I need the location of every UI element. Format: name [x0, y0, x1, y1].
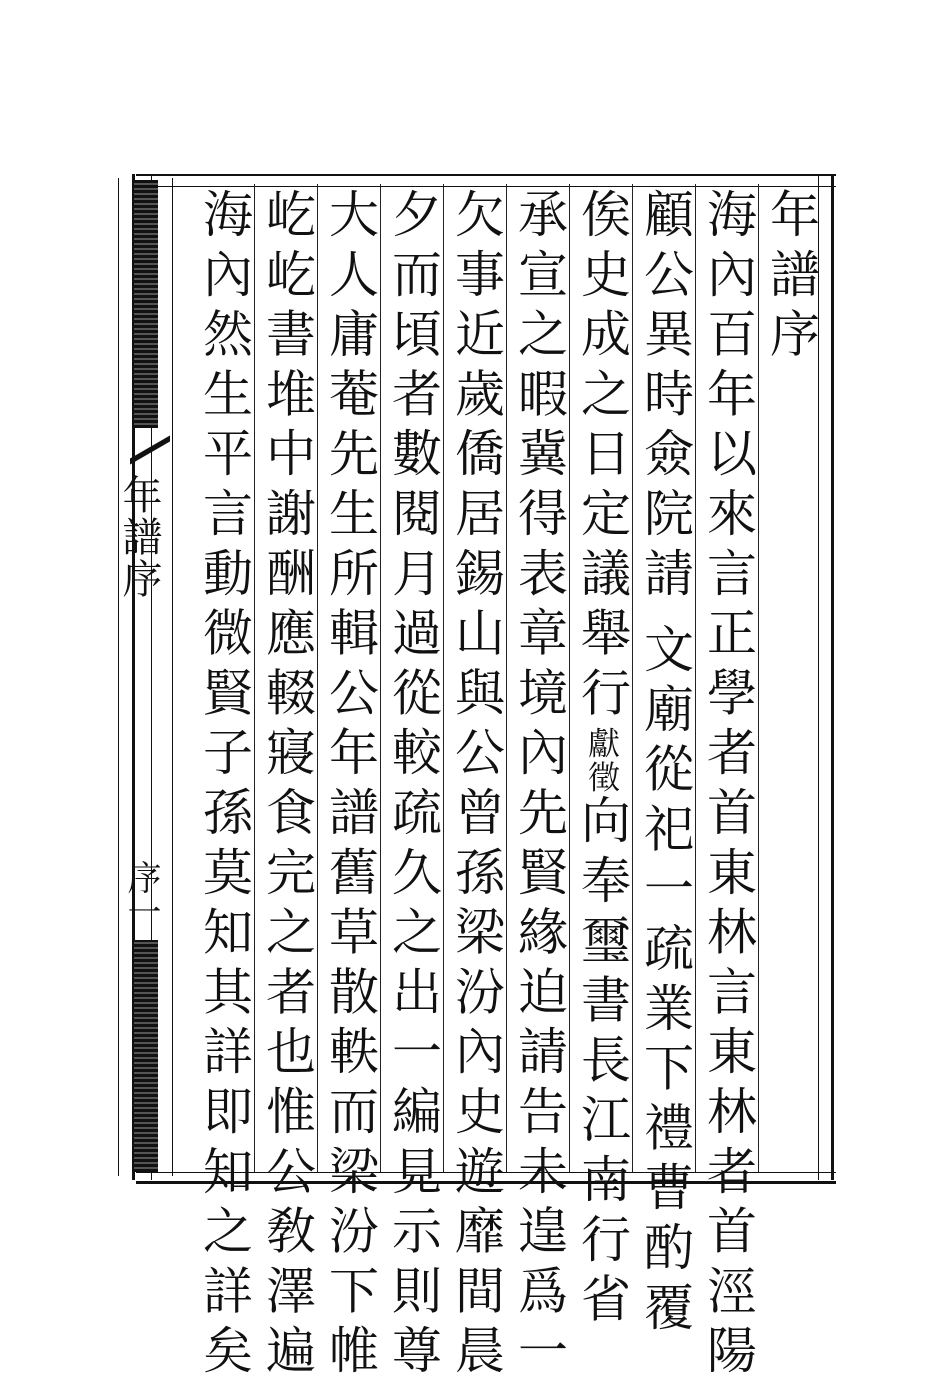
column-segment: 欠事近歲僑居錫山與公曾孫梁汾內史遊靡間晨 — [447, 188, 505, 1384]
column-segment: 顧公異時僉院請 — [636, 188, 694, 607]
text-column — [382, 188, 444, 1384]
column-segment: 年譜序 — [762, 188, 820, 368]
fish-tail-mark — [130, 428, 170, 472]
text-column — [508, 188, 570, 1384]
column-segment: 海內然生平言動微賢子孫莫知其詳即知之詳矣 — [195, 188, 253, 1384]
text-column — [256, 188, 318, 1384]
text-column — [193, 188, 255, 1384]
text-column — [571, 188, 633, 1333]
column-segment: 向奉璽書長江南行省 — [573, 794, 631, 1333]
text-column — [634, 188, 696, 1341]
text-column-heading — [760, 188, 822, 1170]
text-column — [445, 188, 507, 1384]
fold-strip-black-mouth — [134, 180, 158, 428]
text-column — [697, 188, 759, 1384]
fold-strip-black-mouth — [134, 940, 158, 1172]
frame-top-border — [136, 174, 836, 187]
fold-strip-line — [118, 178, 119, 1176]
column-segment: 屹屹書堆中謝酬應輟寢食完之者也惟公敎澤遍 — [258, 188, 316, 1384]
column-segment: 海內百年以來言正學者首東林言東林者首涇陽 — [699, 188, 757, 1384]
column-segment: 承宣之暇冀得表章境內先賢緣迫請告未遑爲一 — [510, 188, 568, 1384]
column-segment-small: 獻徵 — [583, 726, 621, 795]
column-segment: 大人庸菴先生所輯公年譜舊草散軼而梁汾下帷 — [321, 188, 379, 1384]
column-segment-honorific: 文廟從祀一疏業下禮曹酌覆 — [636, 622, 694, 1341]
text-column — [319, 188, 381, 1384]
column-segment: 夕而頃者數閱月過從較疏久之出一編見示則尊 — [384, 188, 442, 1384]
fold-strip-line — [172, 178, 173, 1176]
column-segment: 俟史成之日定議舉行 — [573, 188, 631, 727]
fold-strip-title: 年譜序 — [116, 474, 162, 600]
fold-strip-page-number: 序一 — [121, 860, 161, 928]
